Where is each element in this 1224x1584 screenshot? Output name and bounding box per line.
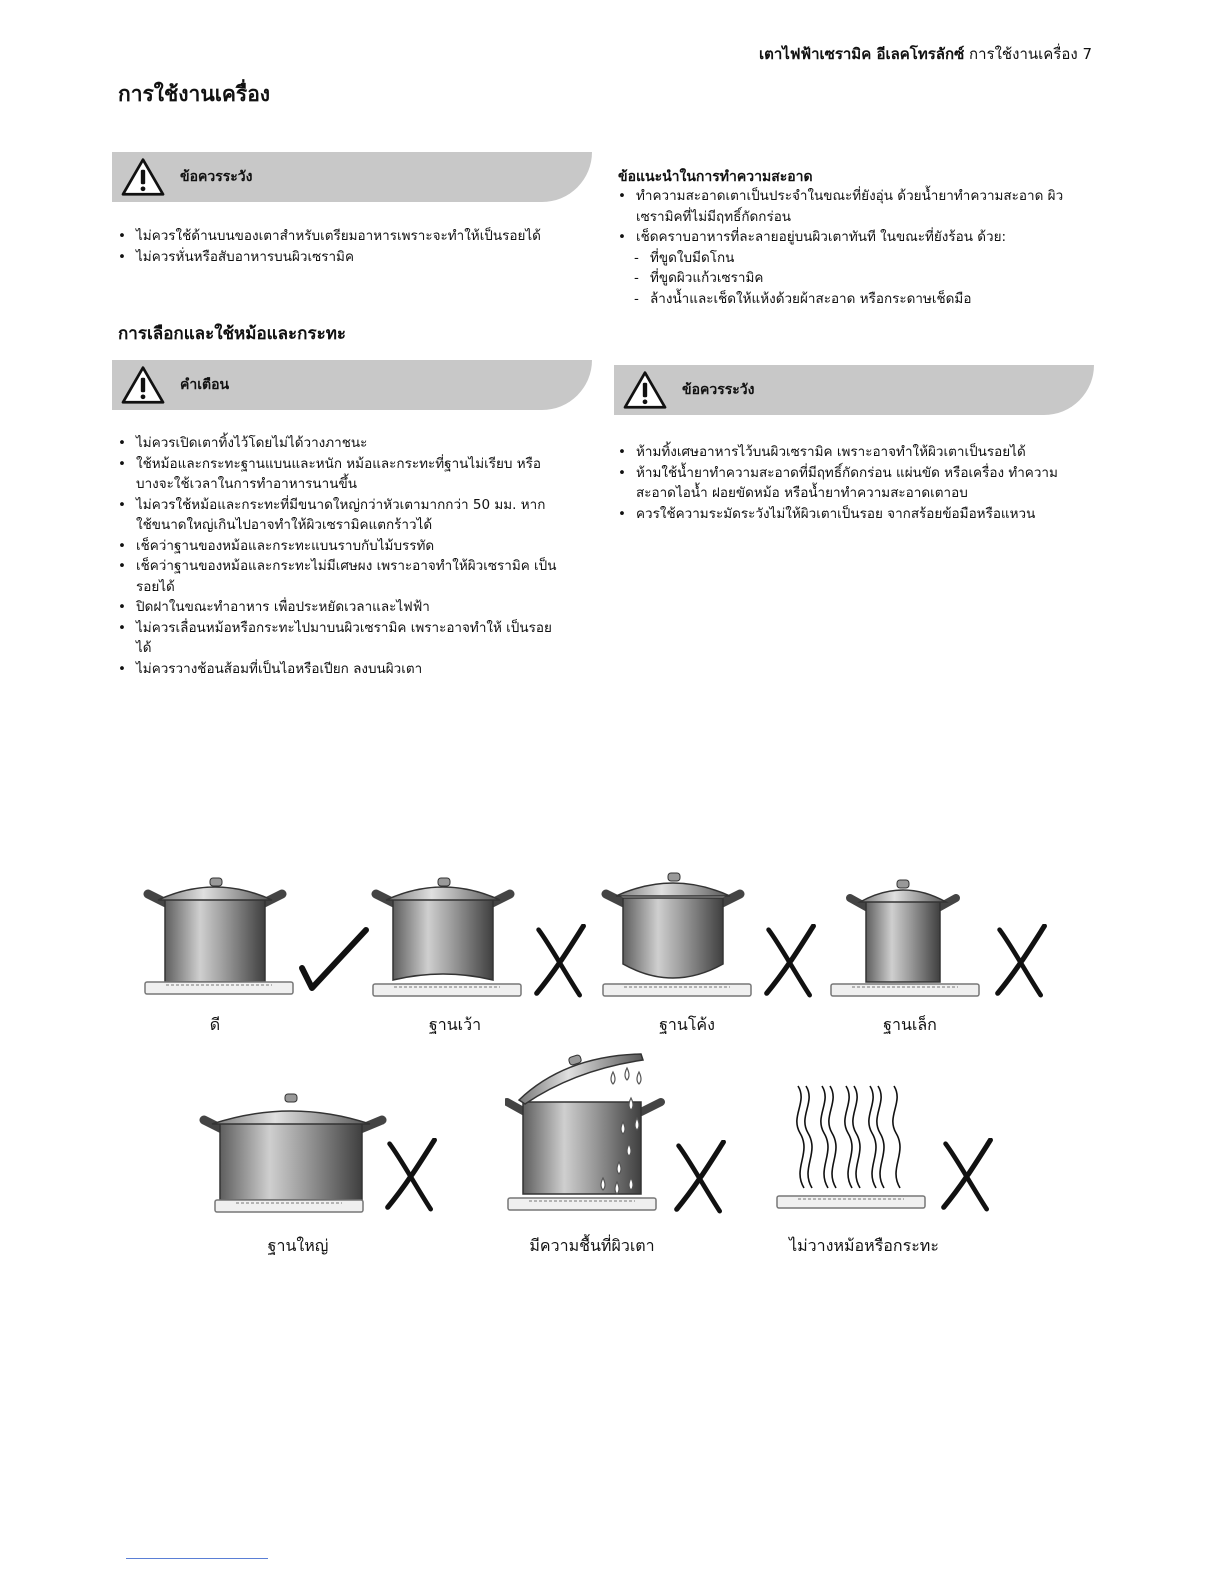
caution-label: ข้อควรระวัง: [180, 169, 253, 185]
list-item: • ปิดฝาในขณะทำอาหาร เพื่อประหยัดเวลาและไฟฟ้า: [118, 597, 558, 618]
hob-surface: [777, 1196, 925, 1208]
pot-figure-small-base: [826, 872, 1066, 1002]
caption-moisture: มีความชื้นที่ผิวเตา: [529, 1236, 655, 1255]
cross-mark-icon: [537, 926, 584, 995]
empty-hob-figure: [772, 1078, 1012, 1218]
header-brand: เตาไฟฟ้าเซรามิค อีเลคโทรลักซ์: [759, 45, 965, 63]
cross-mark-icon: [677, 1142, 724, 1211]
cross-mark-icon: [388, 1140, 435, 1209]
caption-good: ดี: [209, 1015, 221, 1034]
warning-label: คำเตือน: [180, 377, 230, 393]
running-header: [759, 42, 1092, 66]
hob-surface: [603, 984, 751, 996]
caution-banner-2: [614, 365, 1094, 415]
header-page-number: 7: [1082, 45, 1092, 63]
cross-mark-icon: [998, 926, 1045, 995]
hob-surface: [145, 982, 293, 994]
list-item: • ทำความสะอาดเตาเป็นประจำในขณะที่ยังอุ่น ด้วยน้ำยาทำความสะอาด ผิวเซรามิคที่ไม่มีฤทธิ์กัดกร่อน: [618, 186, 1078, 227]
header-section: การใช้งานเครื่อง: [969, 45, 1078, 63]
pot-figure-good: [140, 872, 380, 1002]
warning-icon: [120, 157, 166, 197]
sub-item: - ที่ขูดใบมีดโกน: [632, 248, 1078, 269]
pot-figure-convex-base: [598, 872, 838, 1002]
pot-figure-concave-base: [368, 872, 608, 1002]
cleaning-list: [618, 186, 1078, 309]
hob-surface: [831, 984, 979, 996]
cross-mark-icon: [944, 1140, 991, 1209]
hob-surface: [508, 1198, 656, 1210]
pot-concave: [376, 878, 510, 980]
list-item: • ไม่ควรหั่นหรือสับอาหารบนผิวเซรามิค: [118, 247, 588, 268]
list-item: [618, 227, 1078, 309]
hob-surface: [373, 984, 521, 996]
caption-no-pot: ไม่วางหม้อหรือกระทะ: [789, 1236, 939, 1255]
sub-item: - ที่ขูดผิวแก้วเซรามิค: [632, 268, 1078, 289]
list-item: • ห้ามใช้น้ำยาทำความสะอาดที่มีฤทธิ์กัดกร่อน แผ่นขัด หรือเครื่อง ทำความสะอาดไอน้ำ ฝอยขัดหม้อ หรือน้ำยาทำความสะอาดเตาอบ: [618, 463, 1068, 504]
warning-icon: [622, 370, 668, 410]
caption-convex: ฐานโค้ง: [659, 1015, 715, 1034]
warning-icon: [120, 365, 166, 405]
pot-large: [204, 1094, 382, 1200]
list-item: • ห้ามทิ้งเศษอาหารไว้บนผิวเซรามิค เพราะอาจทำให้ผิวเตาเป็นรอยได้: [618, 442, 1068, 463]
list-item: • ไม่ควรเลื่อนหม้อหรือกระทะไปมาบนผิวเซรามิค เพราะอาจทำให้ เป็นรอยได้: [118, 618, 558, 659]
pot-good: [148, 878, 282, 982]
cleaning-title: ข้อแนะนำในการทำความสะอาด: [618, 169, 813, 185]
list-item: • ใช้หม้อและกระทะฐานแบนและหนัก หม้อและกระทะที่ฐานไม่เรียบ หรือบางจะใช้เวลาในการทำอาหารนานขึ้น: [118, 454, 558, 495]
pot-figure-moisture: [505, 1050, 745, 1220]
caution-banner: [112, 152, 592, 202]
pot-small: [850, 880, 956, 982]
warning-banner: [112, 360, 592, 410]
list-item: • ไม่ควรใช้หม้อและกระทะที่มีขนาดใหญ่กว่าหัวเตามากกว่า 50 มม. หากใช้ขนาดใหญ่เกินไปอาจทำให้ผิวเซรามิคแตกร้าวได้: [118, 495, 558, 536]
pot-convex: [606, 873, 740, 978]
list-item: • ควรใช้ความระมัดระวังไม่ให้ผิวเตาเป็นรอย จากสร้อยข้อมือหรือแหวน: [618, 504, 1068, 525]
sub-item: - ล้างน้ำและเช็ดให้แห้งด้วยผ้าสะอาด หรือกระดาษเช็ดมือ: [632, 289, 1078, 310]
caution-list-2: [618, 442, 1068, 524]
check-mark-icon: [302, 930, 366, 988]
caption-large: ฐานใหญ่: [267, 1236, 329, 1255]
list-item: • เช็คว่าฐานของหม้อและกระทะไม่มีเศษผง เพราะอาจทำให้ผิวเซรามิค เป็นรอยได้: [118, 556, 558, 597]
list-item-text: เช็ดคราบอาหารที่ละลายอยู่บนผิวเตาทันที ในขณะที่ยังร้อน ด้วย:: [636, 229, 1007, 245]
cleaning-sublist: [632, 248, 1078, 310]
heat-waves-icon: [797, 1086, 900, 1188]
list-item: • ไม่ควรวางช้อนส้อมที่เป็นไอหรือเปียก ลงบนผิวเตา: [118, 659, 558, 680]
caption-small: ฐานเล็ก: [883, 1015, 937, 1034]
caution-label-2: ข้อควรระวัง: [682, 382, 755, 398]
list-item: • ไม่ควรเปิดเตาทิ้งไว้โดยไม่ได้วางภาชนะ: [118, 433, 558, 454]
hob-surface: [215, 1200, 363, 1212]
pot-figure-large-base: [198, 1090, 448, 1220]
warning-list: [118, 433, 558, 679]
caution-list: [118, 226, 588, 267]
list-item: • ไม่ควรใช้ด้านบนของเตาสำหรับเตรียมอาหารเพราะจะทำให้เป็นรอยได้: [118, 226, 588, 247]
footer-rule: [126, 1558, 268, 1559]
list-item: • เช็คว่าฐานของหม้อและกระทะแบนราบกับไม้บรรทัด: [118, 536, 558, 557]
section-heading: การเลือกและใช้หม้อและกระทะ: [118, 324, 347, 344]
page-title: การใช้งานเครื่อง: [118, 82, 271, 106]
cross-mark-icon: [767, 926, 814, 995]
caption-concave: ฐานเว้า: [428, 1015, 482, 1034]
